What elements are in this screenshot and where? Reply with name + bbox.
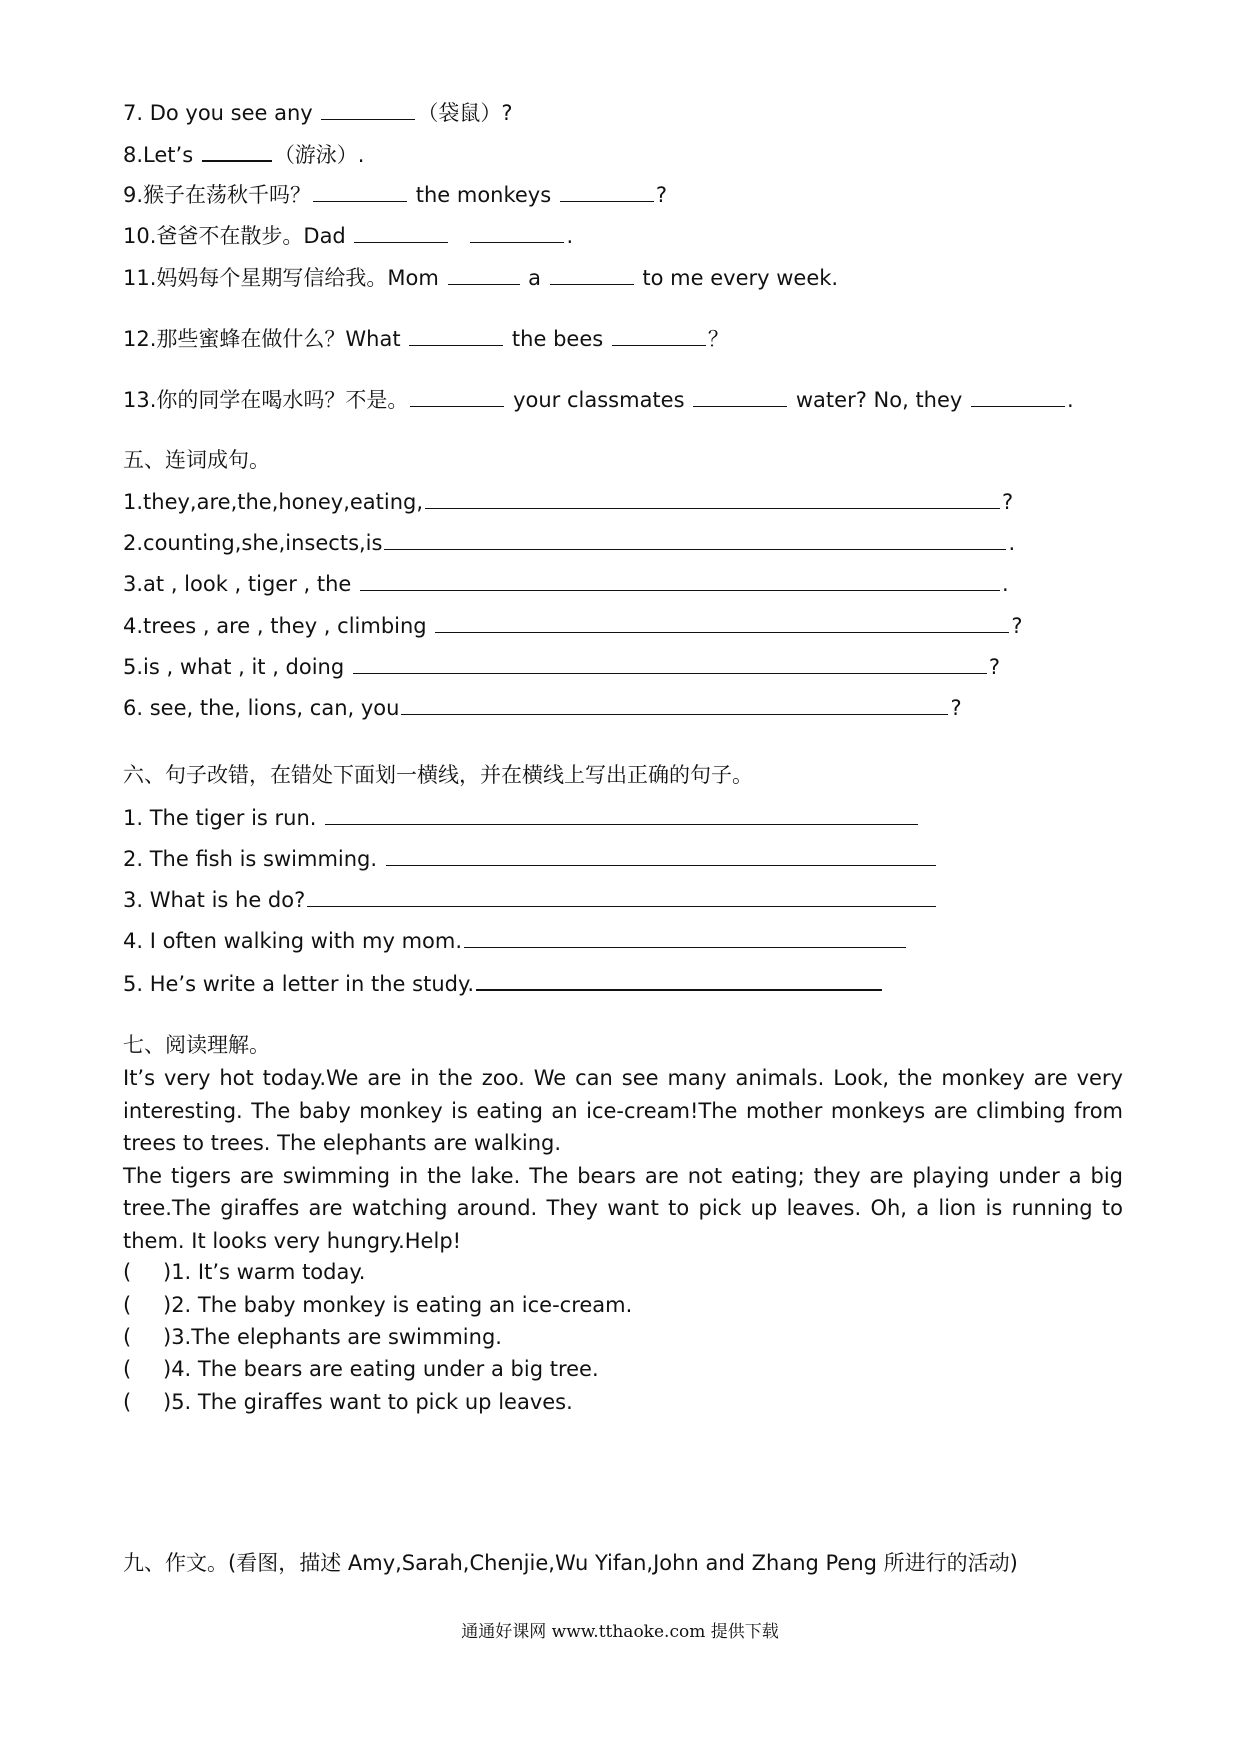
section-9-heading: 九、作文。(看图，描述 Amy,Sarah,Chenjie,Wu Yifan,John and Zhang Peng 所进行的活动) (123, 1551, 1018, 1575)
item-text: 4. I often walking with my mom. (123, 929, 463, 953)
item-end: ? (1002, 490, 1014, 514)
tf-question-5 (123, 1388, 573, 1416)
question-text: （袋鼠）? (417, 101, 513, 125)
question-8 (123, 140, 365, 169)
tf-question-1 (123, 1258, 365, 1286)
item-text: 5.is , what , it , doing (123, 655, 351, 679)
answer-blank[interactable] (448, 264, 520, 285)
reorder-item-1 (123, 488, 1013, 516)
question-11 (123, 264, 838, 292)
item-text: 5. He’s write a letter in the study. (123, 972, 475, 996)
answer-line[interactable] (401, 694, 948, 715)
question-text: water? No, they (789, 388, 970, 412)
answer-paren[interactable]: ( (123, 1293, 132, 1317)
item-end: ? (1011, 614, 1023, 638)
reorder-item-2 (123, 529, 1015, 557)
correction-item-2 (123, 845, 938, 873)
answer-paren[interactable]: ( (123, 1357, 132, 1381)
answer-blank[interactable] (693, 386, 787, 407)
answer-blank[interactable] (470, 222, 564, 243)
passage-paragraph: It’s very hot today.We are in the zoo. We can see many animals. Look, the monkey are very interesting. The baby monkey is eating an ice-cream!The mother monkeys are climbing from trees to trees. The elephants are walking. (123, 1066, 1123, 1155)
answer-blank[interactable] (354, 222, 448, 243)
answer-line[interactable] (464, 927, 906, 948)
answer-line[interactable] (476, 969, 882, 991)
item-end: ? (988, 655, 1001, 679)
section-7-heading: 七、阅读理解。 (123, 1033, 270, 1057)
question-text: . (566, 224, 574, 248)
answer-line[interactable] (386, 845, 936, 866)
item-text: 2. The fish is swimming. (123, 847, 384, 871)
question-text: )5. The giraffes want to pick up leaves. (163, 1390, 573, 1414)
item-end: ? (950, 696, 962, 720)
answer-line[interactable] (425, 488, 1000, 509)
question-text: a (521, 266, 548, 290)
question-text: 12.那些蜜蜂在做什么？What (123, 327, 408, 351)
tf-question-4 (123, 1355, 599, 1383)
question-text: 13.你的同学在喝水吗？不是。 (123, 388, 409, 412)
question-13 (123, 386, 1074, 414)
question-text: )2. The baby monkey is eating an ice-cream. (163, 1293, 633, 1317)
answer-paren[interactable]: ( (123, 1260, 132, 1284)
item-text: 6. see, the, lions, can, you (123, 696, 400, 720)
question-text: )4. The bears are eating under a big tree. (163, 1357, 599, 1381)
answer-blank[interactable] (550, 264, 634, 285)
question-7 (123, 99, 513, 127)
question-text: 9.猴子在荡秋千吗？ (123, 183, 312, 207)
section-6-heading: 六、句子改错，在错处下面划一横线，并在横线上写出正确的句子。 (123, 763, 753, 787)
question-text: 8.Let’s (123, 143, 200, 167)
reorder-item-6 (123, 694, 962, 722)
tf-question-2 (123, 1291, 632, 1319)
answer-line[interactable] (435, 612, 1009, 633)
item-text: 1.they,are,the,honey,eating, (123, 490, 424, 514)
question-text: 7. Do you see any (123, 101, 320, 125)
item-text: 1. The tiger is run. (123, 806, 324, 830)
answer-blank[interactable] (409, 325, 503, 346)
question-text: the monkeys (409, 183, 558, 207)
answer-paren[interactable]: ( (123, 1390, 132, 1414)
answer-blank[interactable] (202, 140, 272, 162)
answer-paren[interactable]: ( (123, 1325, 132, 1349)
item-text: 2.counting,she,insects,is (123, 531, 383, 555)
passage-paragraph: The tigers are swimming in the lake. The bears are not eating; they are playing under a big tree.The giraffes are watching around. They want to pick up leaves. Oh, a lion is running to them. It looks very hungry.Help! (123, 1163, 1123, 1253)
tf-question-3 (123, 1323, 502, 1351)
question-text: the bees (505, 327, 610, 351)
correction-item-4 (123, 927, 908, 955)
answer-blank[interactable] (321, 99, 415, 120)
question-text: ？ (707, 327, 729, 351)
reorder-item-3 (123, 570, 1009, 598)
answer-line[interactable] (384, 529, 1006, 550)
question-9 (123, 181, 667, 209)
correction-item-1 (123, 804, 920, 832)
question-text: )3.The elephants are swimming. (163, 1325, 502, 1349)
answer-blank[interactable] (410, 386, 504, 407)
question-text: （游泳）. (273, 143, 365, 167)
answer-line[interactable] (353, 653, 987, 674)
item-text: 3. What is he do? (123, 888, 306, 912)
question-12 (123, 325, 729, 353)
answer-blank[interactable] (313, 181, 407, 202)
answer-line[interactable] (360, 570, 1000, 591)
answer-line[interactable] (325, 804, 918, 825)
question-text: your classmates (506, 388, 692, 412)
question-text: . (1067, 388, 1074, 412)
reorder-item-5 (123, 653, 1000, 681)
item-end: . (1002, 572, 1009, 596)
question-text: to me every week. (635, 266, 839, 290)
answer-blank[interactable] (560, 181, 654, 202)
question-text: 10.爸爸不在散步。Dad (123, 224, 353, 248)
correction-item-5 (123, 969, 884, 998)
page-footer: 通通好课网 www.tthaoke.com 提供下载 (461, 1622, 779, 1642)
question-10 (123, 222, 573, 250)
answer-blank[interactable] (612, 325, 706, 346)
item-text: 3.at , look , tiger , the (123, 572, 358, 596)
correction-item-3 (123, 886, 938, 914)
item-end: . (1008, 531, 1016, 555)
question-text: )1. It’s warm today. (163, 1260, 366, 1284)
reading-passage (123, 1062, 1123, 1257)
answer-line[interactable] (307, 886, 936, 907)
question-text: ? (655, 183, 668, 207)
question-text: 11.妈妈每个星期写信给我。Mom (123, 266, 446, 290)
section-5-heading: 五、连词成句。 (123, 448, 270, 472)
item-text: 4.trees , are , they , climbing (123, 614, 434, 638)
reorder-item-4 (123, 612, 1022, 640)
answer-blank[interactable] (971, 386, 1065, 407)
